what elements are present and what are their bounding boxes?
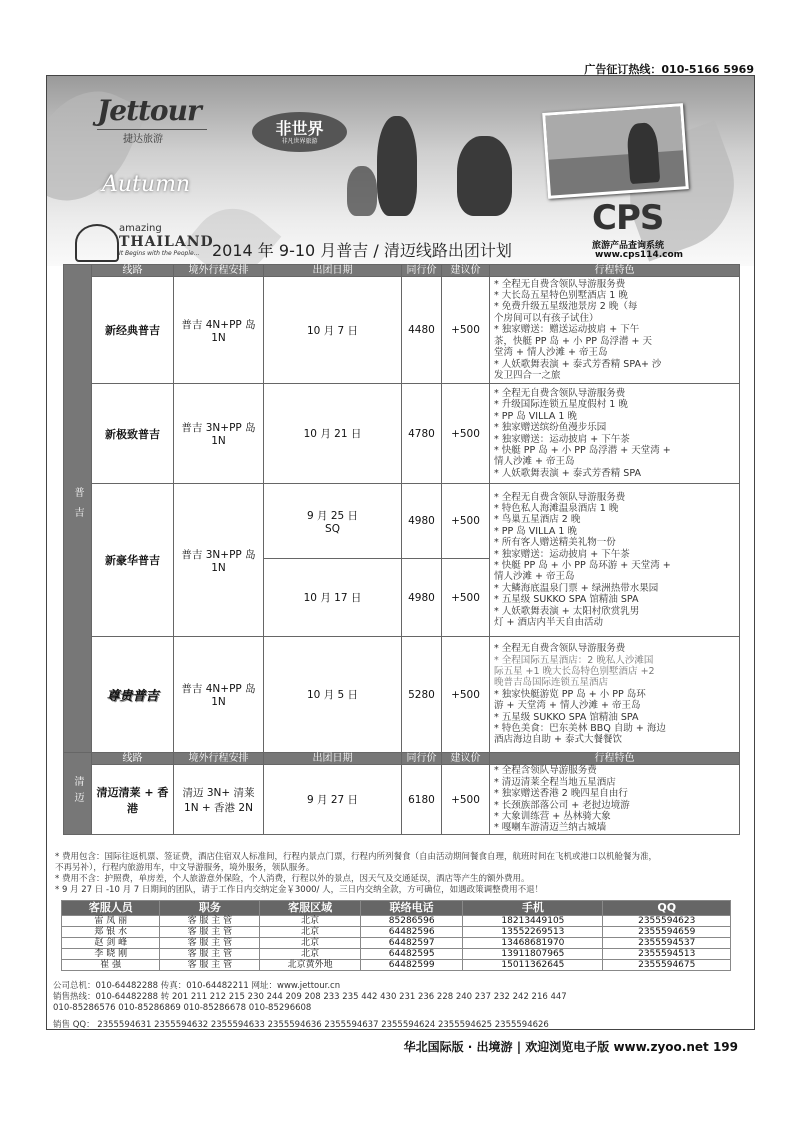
table-row (64, 637, 740, 753)
company-line: 销售热线：010-64482288 转 201 211 212 215 230 244 209 208 233 235 442 430 231 236 228 240 237 232 242 216 447 (53, 992, 567, 1002)
col-suggest-price: 建议价 (442, 753, 490, 765)
banner (47, 76, 754, 266)
features: * 全程含领队导游服务费 * 清迈清莱全程当地五星酒店 * 独家赠送香港 2 晚四星自由行 * 长颈族部落公司 + 老挝边境游 * 大象训练营 + 丛林骑大象 * 嘎喇车游清迈兰纳古城墙 (490, 765, 740, 835)
thai-amazing: amazing (119, 223, 162, 234)
route-name: 新极致普吉 (92, 384, 174, 484)
thailand-logo-icon (75, 224, 119, 262)
cps-logo: CPS (592, 198, 664, 238)
cs-col-region: 客服区域 (260, 901, 361, 916)
features: * 全程无自费含领队导游服务费 * 大长岛五星特色别墅酒店 1 晚 * 免费升级五星级池景房 2 晚（每 个房间可以有孩子试住） * 独家赠送：赠送运动披肩 + 下午 茶，快艇 PP 岛 + 小 PP 岛浮潜 + 天 堂湾 + 情人沙滩 + 帝王岛 * 人妖歌舞表演 + 泰式芳香精 SPA+ 沙 发卫四合一之旅 (490, 277, 740, 384)
peer-price: 6180 (402, 765, 442, 835)
cs-col-staff: 客服人员 (62, 901, 160, 916)
company-line: 010-85286576 010-85286869 010-85286678 010-85296608 (53, 1003, 312, 1013)
thai-slogan: It Begins with the People... (119, 250, 200, 257)
cs-col-phone: 联络电话 (360, 901, 462, 916)
table-row (64, 384, 740, 484)
region-phuket: 普吉 (64, 265, 92, 753)
season-label: Autumn (102, 172, 191, 197)
ad-hotline: 广告征订热线：010-5166 5969 (584, 63, 754, 76)
depart-date: 10 月 5 日 (264, 637, 402, 753)
photo-sky (545, 106, 683, 159)
suggest-price: +500 (442, 277, 490, 384)
depart-date: 9 月 25 日 SQ (264, 484, 402, 559)
partner-logo-sub: 非凡世界旅游 (281, 138, 318, 145)
schedule: 普吉 4N+PP 岛 1N (174, 637, 264, 753)
cs-row: 崔 强 客 服 主 管 北京黄外地 64482599 15011362645 2355594675 (62, 960, 731, 971)
cs-col-title: 职务 (160, 901, 260, 916)
col-peer-price: 同行价 (402, 265, 442, 277)
company-line: 公司总机：010-64482288 传真：010-64482211 网址：www.jettour.cn (53, 981, 341, 991)
brand-cn: 捷达旅游 (123, 134, 163, 145)
table-row (64, 484, 740, 559)
col-date: 出团日期 (264, 265, 402, 277)
karst-rock-graphic (347, 166, 377, 216)
partner-logo-text: 非世界 (275, 119, 324, 138)
depart-date: 9 月 27 日 (264, 765, 402, 835)
peer-price: 5280 (402, 637, 442, 753)
schedule: 清迈 3N+ 清莱 1N + 香港 2N (174, 765, 264, 835)
route-name: 新经典普吉 (92, 277, 174, 384)
company-line: 销售 QQ： 2355594631 2355594632 2355594633 2355594636 2355594637 2355594624 2355594625 2355594626 (53, 1020, 549, 1030)
thailand-logo-text (119, 223, 214, 257)
route-name: 新豪华普吉 (92, 484, 174, 637)
col-date: 出团日期 (264, 753, 402, 765)
cs-row: 郑 银 水 客 服 主 管 北京 64482596 13552269513 2355594659 (62, 927, 731, 938)
col-suggest-price: 建议价 (442, 265, 490, 277)
col-schedule: 境外行程安排 (174, 265, 264, 277)
route-name: 清迈清莱 + 香港 (92, 765, 174, 835)
col-route: 线路 (92, 753, 174, 765)
schedule: 普吉 3N+PP 岛 1N (174, 484, 264, 637)
peer-price: 4980 (402, 484, 442, 559)
cs-col-mobile: 手机 (463, 901, 603, 916)
cs-col-qq: QQ (603, 901, 731, 916)
features: * 全程无自费含领队导游服务费 * 全程国际五星酒店：2 晚私人沙滩国 际五星 +1 晚大长岛特色别墅酒店 +2 晚普吉岛国际连锁五星酒店 * 独家快艇游览 PP 岛 + 小 PP 岛环 游 + 天堂湾 + 情人沙滩 + 帝王岛 * 五星级 SUKKO SPA 馆精油 SPA * 特色美食：巴东美林 BBQ 自助 + 海边 酒店海边自助 + 泰式大餐餐饮 (490, 637, 740, 753)
depart-date: 10 月 17 日 (264, 559, 402, 637)
peer-price: 4480 (402, 277, 442, 384)
tour-schedule-table (63, 264, 740, 835)
depart-date: 10 月 21 日 (264, 384, 402, 484)
col-route: 线路 (92, 265, 174, 277)
note-line: * 费用包含：国际往返机票、签证费，酒店住宿双人标准间，行程内景点门票，行程内所列餐食（自由活动期间餐食自理，航班时间在飞机或港口以机舱餐为准， (55, 852, 657, 862)
table-row (64, 277, 740, 384)
suggest-price: +500 (442, 559, 490, 637)
cs-row: 雷 凤 丽 客 服 主 管 北京 85286596 18213449105 2355594623 (62, 916, 731, 927)
col-features: 行程特色 (490, 265, 740, 277)
cs-header-row (62, 901, 731, 916)
cps-subtitle: 旅游产品查询系统 (592, 241, 665, 251)
suggest-price: +500 (442, 484, 490, 559)
karst-rock-graphic (457, 136, 512, 216)
schedule: 普吉 4N+PP 岛 1N (174, 277, 264, 384)
col-peer-price: 同行价 (402, 753, 442, 765)
note-line: * 9 月 27 日 -10 月 7 日期间的团队，请于工作日内交纳定金￥3000/ 人，三日内交纳全款，方可确位，如遇政策调整费用不退！ (55, 885, 544, 895)
brand-name: Jettour (97, 94, 201, 127)
table-header-row (64, 265, 740, 277)
peer-price: 4980 (402, 559, 442, 637)
partner-logo (252, 112, 347, 152)
page-frame (46, 75, 755, 1030)
plan-title: 2014 年 9-10 月普吉 / 清迈线路出团计划 (212, 241, 512, 260)
karst-rock-graphic (377, 116, 417, 216)
schedule: 普吉 3N+PP 岛 1N (174, 384, 264, 484)
company-contacts (53, 981, 748, 1030)
cps-url: www.cps114.com (595, 250, 684, 260)
page-footer: 华北国际版 · 出境游 | 欢迎浏览电子版 www.zyoo.net 199 (403, 1040, 738, 1054)
note-line: 不再另补），行程内旅游用车，中文导游服务，境外服务，领队服务。 (55, 863, 315, 873)
suggest-price: +500 (442, 384, 490, 484)
cs-row: 李 晓 刚 客 服 主 管 北京 64482595 13911807965 2355594513 (62, 949, 731, 960)
col-features: 行程特色 (490, 753, 740, 765)
peer-price: 4780 (402, 384, 442, 484)
table-header-row (64, 753, 740, 765)
customer-service-table (61, 900, 731, 971)
thai-name: THAILAND (119, 234, 214, 250)
depart-date: 10 月 7 日 (264, 277, 402, 384)
suggest-price: +500 (442, 765, 490, 835)
cs-row: 赵 剑 峰 客 服 主 管 北京 64482597 13468681970 2355594537 (62, 938, 731, 949)
resort-photo (542, 103, 689, 199)
note-line: * 费用不含：护照费，单房差，个人旅游意外保险，个人消费，行程以外的景点，因天气及交通延误，酒店等产生的额外费用。 (55, 874, 530, 884)
region-chiangmai: 清迈 (64, 753, 92, 835)
jettour-logo (97, 94, 237, 145)
features: * 全程无自费含领队导游服务费 * 升级国际连锁五星度假村 1 晚 * PP 岛 VILLA 1 晚 * 独家赠送缤纷鱼漫步乐园 * 独家赠送：运动披肩 + 下午茶 * 快艇 PP 岛 + 小 PP 岛浮潜 + 天堂湾 + 情人沙滩 + 帝王岛 * 人妖歌舞表演 + 泰式芳香精 SPA (490, 384, 740, 484)
fee-notes (55, 852, 745, 896)
features: * 全程无自费含领队导游服务费 * 特色私人海滩温泉酒店 1 晚 * 鸟巢五星酒店 2 晚 * PP 岛 VILLA 1 晚 * 所有客人赠送精美礼物一份 * 独家赠送：运动披肩 + 下午茶 * 快艇 PP 岛 + 小 PP 岛环游 + 天堂湾 + 情人沙滩 + 帝王岛 * 大鳞海底温泉门票 + 绿洲热带水果园 * 五星级 SUKKO SPA 馆精油 SPA * 人妖歌舞表演 + 太阳村欣赏乳男 灯 + 酒店内半天自由活动 (490, 484, 740, 637)
suggest-price: +500 (442, 637, 490, 753)
col-schedule: 境外行程安排 (174, 753, 264, 765)
table-row (64, 765, 740, 835)
route-name: 尊贵普吉 (92, 637, 174, 753)
